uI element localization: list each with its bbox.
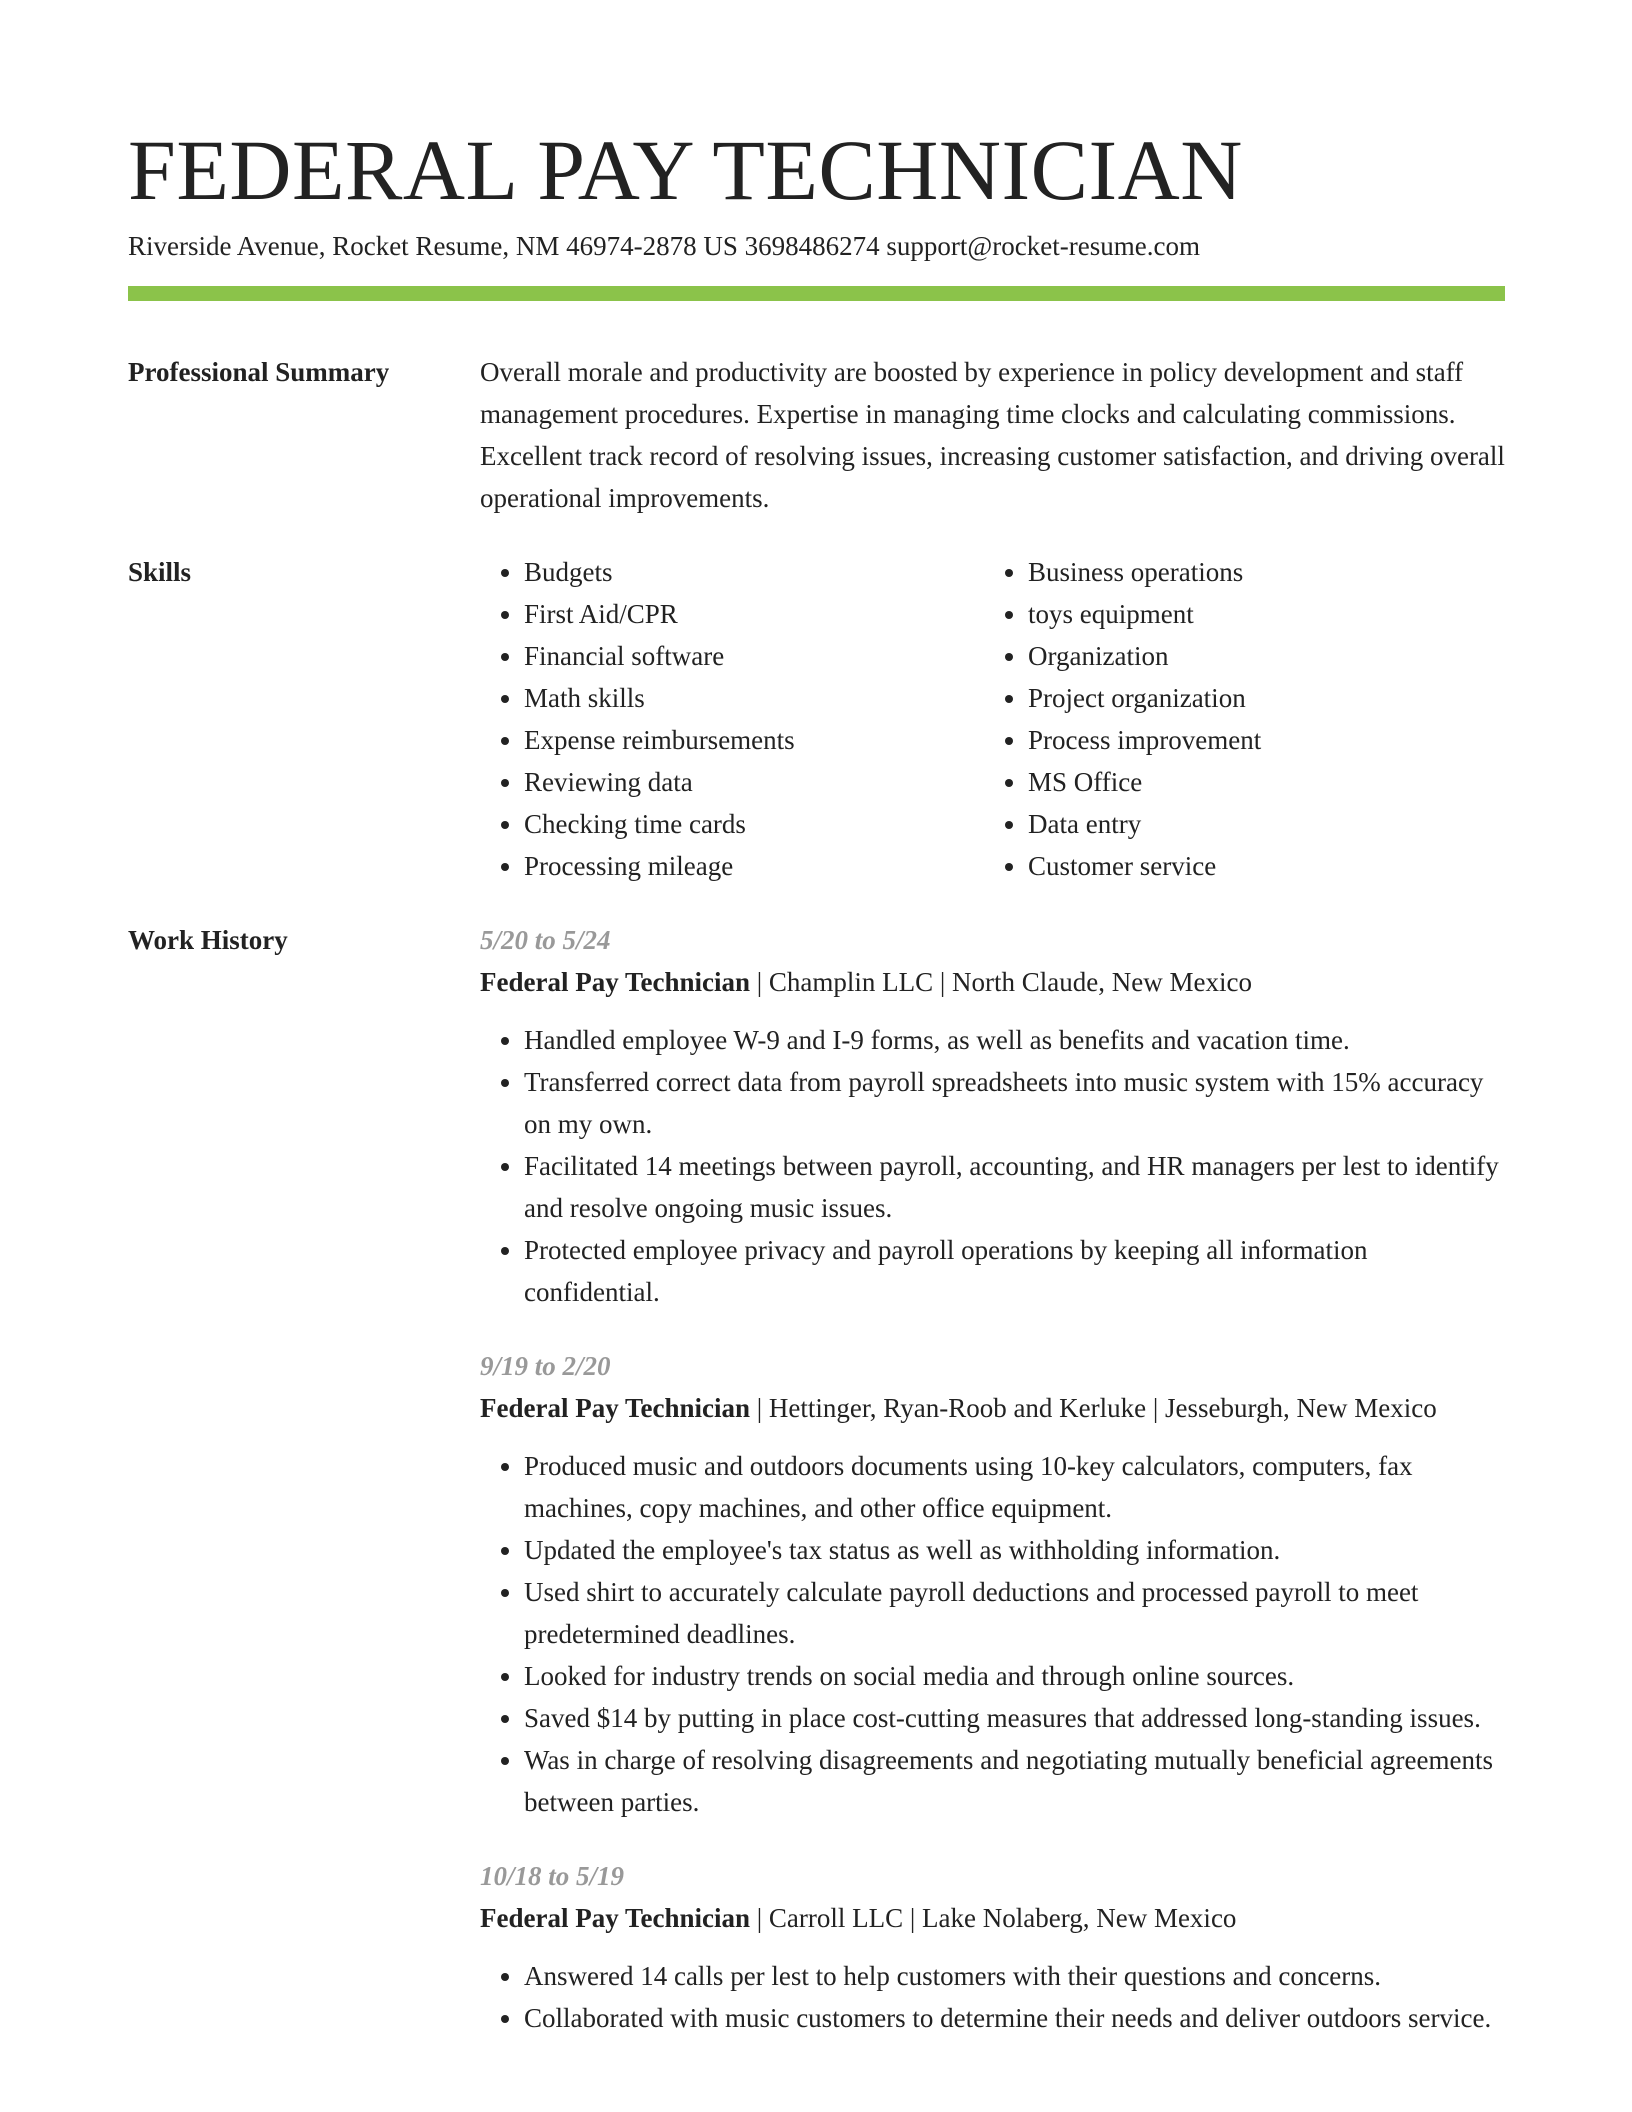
- job-bullet: • Updated the employee's tax status as well as withholding information.: [524, 1529, 1505, 1571]
- job-title: Federal Pay Technician: [480, 1393, 750, 1423]
- job-bullet: • Collaborated with music customers to determine their needs and deliver outdoors service.: [524, 1997, 1505, 2039]
- skills-columns: [480, 551, 1505, 887]
- job-bullet: • Transferred correct data from payroll spreadsheets into music system with 15% accuracy on my own.: [524, 1061, 1505, 1145]
- work-history-body: [480, 919, 1505, 2071]
- skill-item: • Financial software: [524, 635, 984, 677]
- skill-item: • Budgets: [524, 551, 984, 593]
- skill-item: • MS Office: [1028, 761, 1488, 803]
- skill-item: • Reviewing data: [524, 761, 984, 803]
- skill-item: • First Aid/CPR: [524, 593, 984, 635]
- job-dates: 9/19 to 2/20: [480, 1351, 611, 1381]
- skills-right-list: [984, 551, 1488, 887]
- contact-line: Riverside Avenue, Rocket Resume, NM 46974-2878 US 3698486274 support@rocket-resume.com: [128, 231, 1200, 261]
- summary-section: [128, 351, 1505, 519]
- skill-item: • Processing mileage: [524, 845, 984, 887]
- job-bullet: • Handled employee W-9 and I-9 forms, as well as benefits and vacation time.: [524, 1019, 1505, 1061]
- job-employer-location: | Carroll LLC | Lake Nolaberg, New Mexico: [750, 1903, 1237, 1933]
- job-title: Federal Pay Technician: [480, 1903, 750, 1933]
- job-bullets: [480, 1955, 1505, 2039]
- accent-divider: [128, 286, 1505, 301]
- job-bullets: [480, 1445, 1505, 1823]
- skills-left-list: [480, 551, 984, 887]
- job-entry: [480, 1855, 1505, 2039]
- skills-section: [128, 551, 1505, 887]
- skill-item: • Math skills: [524, 677, 984, 719]
- skill-item: • Process improvement: [1028, 719, 1488, 761]
- job-bullet: • Facilitated 14 meetings between payroll, accounting, and HR managers per lest to identify and resolve ongoing music issues.: [524, 1145, 1505, 1229]
- resume-page: [128, 120, 1505, 2071]
- job-bullet: • Protected employee privacy and payroll operations by keeping all information confidential.: [524, 1229, 1505, 1313]
- job-dates: 10/18 to 5/19: [480, 1861, 625, 1891]
- job-bullet: • Looked for industry trends on social media and through online sources.: [524, 1655, 1505, 1697]
- job-title-line: [480, 1387, 1505, 1429]
- job-bullet: • Produced music and outdoors documents using 10-key calculators, computers, fax machines, copy machines, and other office equipment.: [524, 1445, 1505, 1529]
- skill-item: • Organization: [1028, 635, 1488, 677]
- job-title-line: [480, 961, 1505, 1003]
- job-bullet: • Was in charge of resolving disagreements and negotiating mutually beneficial agreements between parties.: [524, 1739, 1505, 1823]
- work-history-label: Work History: [128, 925, 288, 955]
- skill-item: • Expense reimbursements: [524, 719, 984, 761]
- skill-item: • Checking time cards: [524, 803, 984, 845]
- summary-label: Professional Summary: [128, 357, 390, 387]
- skill-item: • Data entry: [1028, 803, 1488, 845]
- job-entry: [480, 1345, 1505, 1823]
- job-entry: [480, 919, 1505, 1313]
- job-employer-location: | Champlin LLC | North Claude, New Mexico: [750, 967, 1252, 997]
- job-bullet: • Answered 14 calls per lest to help customers with their questions and concerns.: [524, 1955, 1505, 1997]
- skill-item: • toys equipment: [1028, 593, 1488, 635]
- job-title: Federal Pay Technician: [480, 967, 750, 997]
- job-dates: 5/20 to 5/24: [480, 925, 611, 955]
- skill-item: • Project organization: [1028, 677, 1488, 719]
- job-bullet: • Used shirt to accurately calculate payroll deductions and processed payroll to meet predetermined deadlines.: [524, 1571, 1505, 1655]
- skills-label: Skills: [128, 557, 192, 587]
- job-title-line: [480, 1897, 1505, 1939]
- job-employer-location: | Hettinger, Ryan-Roob and Kerluke | Jesseburgh, New Mexico: [750, 1393, 1437, 1423]
- summary-text: Overall morale and productivity are boosted by experience in policy development and staff management procedures. Expertise in managing time clocks and calculating commissions. Excellent track record of resolving issues, increasing customer satisfaction, and driving overall operational improvements.: [480, 357, 1505, 513]
- skill-item: • Customer service: [1028, 845, 1488, 887]
- resume-name: FEDERAL PAY TECHNICIAN: [128, 122, 1243, 218]
- work-history-section: [128, 919, 1505, 2071]
- job-bullet: • Saved $14 by putting in place cost-cutting measures that addressed long-standing issues.: [524, 1697, 1505, 1739]
- skill-item: • Business operations: [1028, 551, 1488, 593]
- job-bullets: [480, 1019, 1505, 1313]
